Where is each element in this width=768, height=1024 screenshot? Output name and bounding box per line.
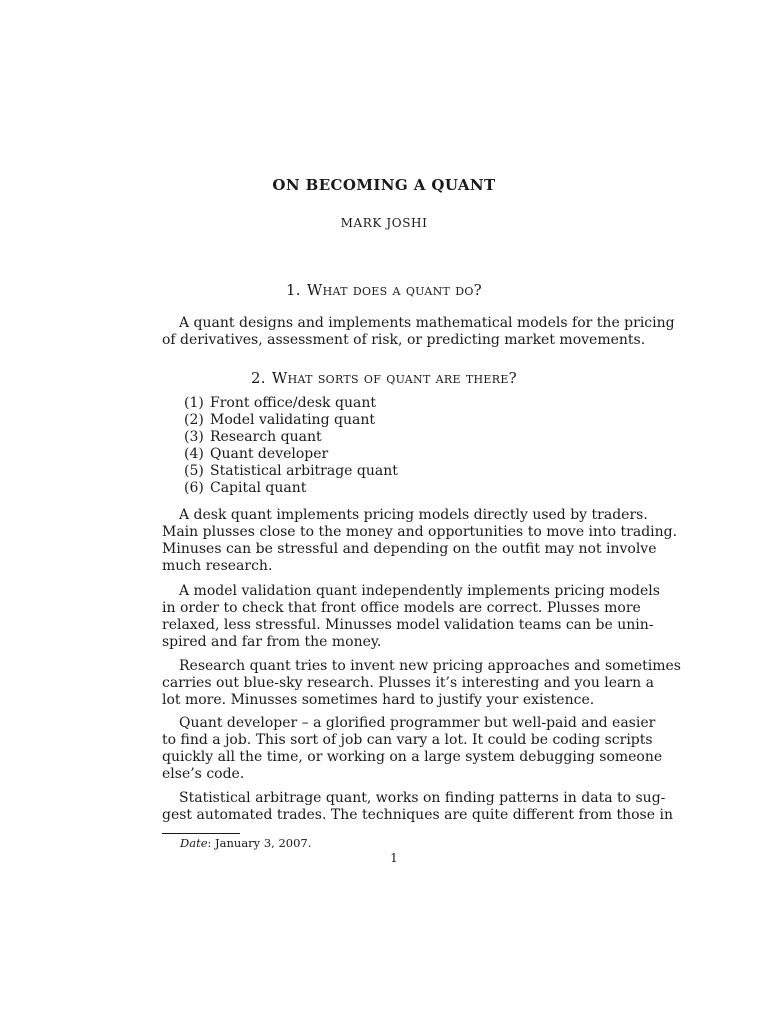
paragraph-desk-quant — [162, 507, 678, 575]
paragraph-line: Main plusses close to the money and opportunities to move into trading. — [162, 524, 678, 540]
document-author: MARK JOSHI — [340, 216, 428, 230]
list-item — [184, 480, 398, 497]
paragraph-line: else’s code. — [162, 766, 245, 782]
list-item-label: Research quant — [210, 429, 322, 445]
paragraph-line: of derivatives, assessment of risk, or predicting market movements. — [162, 332, 646, 348]
paragraph-quant-developer — [162, 715, 663, 783]
list-item — [184, 429, 398, 446]
list-item — [184, 395, 398, 412]
list-item — [184, 446, 398, 463]
paragraph-line: A quant designs and implements mathematical models for the pricing — [179, 315, 675, 331]
list-marker: (5) — [184, 463, 204, 479]
paragraph-line: in order to check that front office models are correct. Plusses more — [162, 600, 641, 616]
section-heading-1 — [0, 281, 768, 299]
document-title: ON BECOMING A QUANT — [272, 176, 496, 194]
section-title: What sorts of quant are there? — [271, 369, 518, 387]
footnote-label: Date — [180, 836, 208, 850]
list-item — [184, 412, 398, 429]
paragraph-stat-arb — [162, 790, 673, 824]
list-item-label: Model validating quant — [210, 412, 375, 428]
footnote-text: : January 3, 2007. — [207, 836, 312, 850]
paragraph-line: to find a job. This sort of job can vary a lot. It could be coding scripts — [162, 732, 653, 748]
quant-types-list — [184, 395, 398, 497]
list-item — [184, 463, 398, 480]
list-marker: (1) — [184, 395, 204, 411]
list-marker: (4) — [184, 446, 204, 462]
list-item-label: Statistical arbitrage quant — [210, 463, 398, 479]
footnote — [180, 836, 311, 850]
section-title: What does a quant do? — [306, 281, 483, 299]
list-marker: (2) — [184, 412, 204, 428]
section-heading-2 — [0, 369, 768, 387]
page-number: 1 — [390, 851, 398, 865]
section-number: 1. — [285, 281, 301, 299]
paragraph-line: lot more. Minusses sometimes hard to justify your existence. — [162, 692, 595, 708]
footnote-rule — [162, 833, 240, 834]
paragraph-line: much research. — [162, 558, 273, 574]
paragraph-line: Minuses can be stressful and depending on the outfit may not involve — [162, 541, 657, 557]
paragraph-model-validation — [162, 583, 660, 651]
paragraph-line: A model validation quant independently implements pricing models — [179, 583, 660, 599]
paragraph-line: spired and far from the money. — [162, 634, 382, 650]
paragraph-line: A desk quant implements pricing models directly used by traders. — [179, 507, 648, 523]
list-item-label: Capital quant — [210, 480, 307, 496]
paragraph-intro — [162, 315, 675, 349]
paragraph-line: quickly all the time, or working on a large system debugging someone — [162, 749, 663, 765]
paragraph-line: Statistical arbitrage quant, works on finding patterns in data to sug- — [179, 790, 666, 806]
section-number: 2. — [250, 369, 266, 387]
paragraph-line: carries out blue-sky research. Plusses it’s interesting and you learn a — [162, 675, 654, 691]
paragraph-line: Research quant tries to invent new pricing approaches and sometimes — [179, 658, 681, 674]
paragraph-line: gest automated trades. The techniques are quite different from those in — [162, 807, 673, 823]
list-marker: (3) — [184, 429, 204, 445]
paragraph-research-quant — [162, 658, 681, 709]
paragraph-line: Quant developer – a glorified programmer but well-paid and easier — [179, 715, 656, 731]
list-item-label: Front office/desk quant — [210, 395, 376, 411]
list-item-label: Quant developer — [210, 446, 329, 462]
paragraph-line: relaxed, less stressful. Minusses model validation teams can be unin- — [162, 617, 654, 633]
list-marker: (6) — [184, 480, 204, 496]
